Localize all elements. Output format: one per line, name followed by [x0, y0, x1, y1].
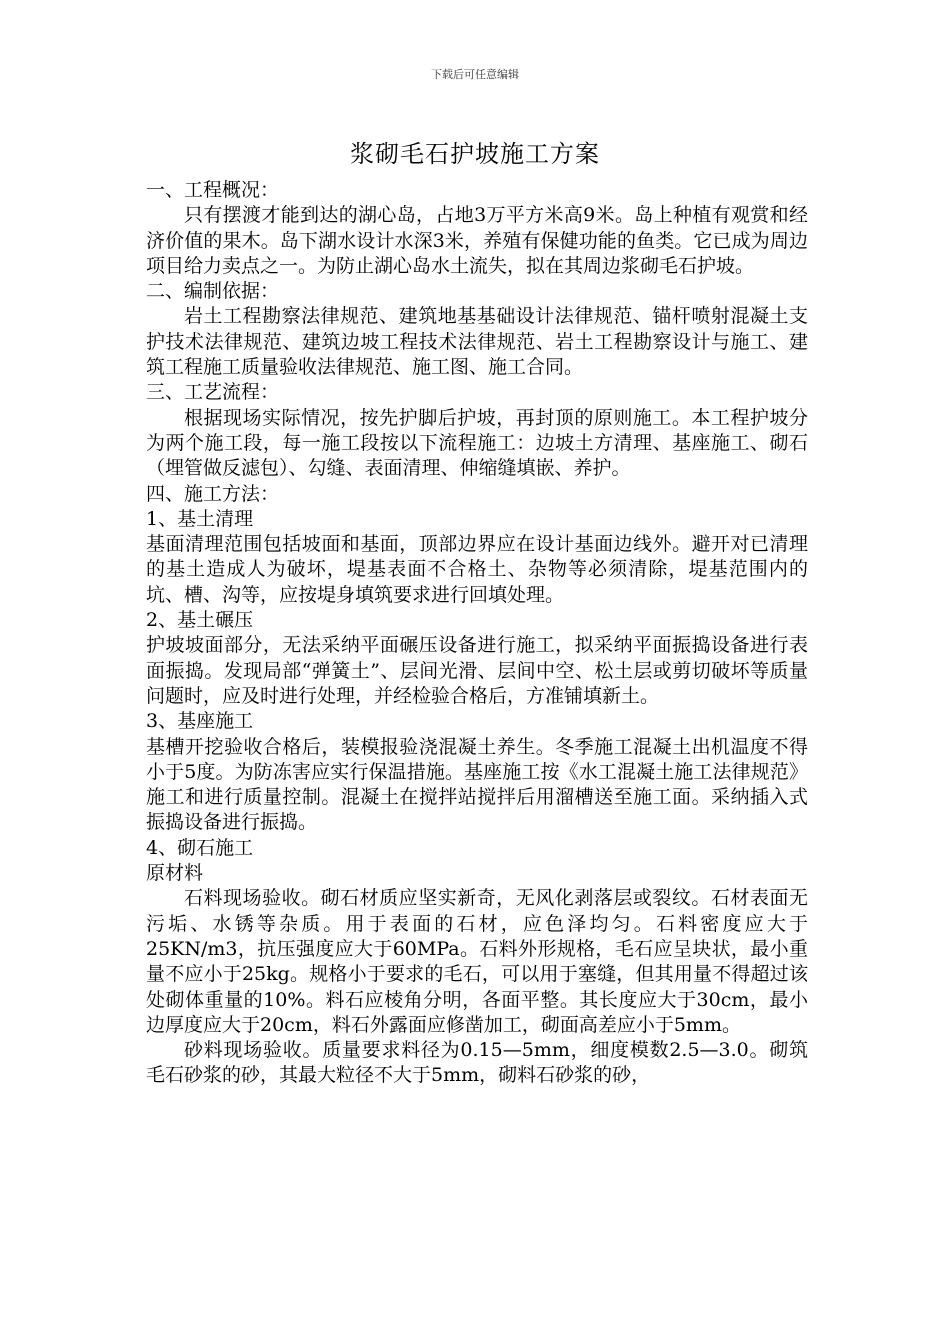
paragraph-sand-materials: 砂料现场验收。质量要求料径为0.15—5mm，细度模数2.5—3.0。砌筑毛石砂浆的砂，其最大粒径不大于5mm，砌料石砂浆的砂，: [146, 1039, 808, 1087]
paragraph-overview: 只有摆渡才能到达的湖心岛，占地3万平方米高9米。岛上种植有观赏和经济价值的果木。岛下湖水设计水深3米，养殖有保健功能的鱼类。它已成为周边项目给力卖点之一。为防止湖心岛水土流失，拟在其周边浆砌毛石护坡。: [146, 204, 808, 277]
section-heading-basis: 二、编制依据：: [146, 280, 280, 303]
subheading-foundation: 3、基座施工: [146, 710, 254, 733]
section-heading-overview: 一、工程概况：: [146, 179, 280, 201]
subheading-soil-cleaning: 1、基土清理: [146, 507, 254, 530]
paragraph-basis: 岩土工程勘察法律规范、建筑地基基础设计法律规范、锚杆喷射混凝土支护技术法律规范、建筑边坡工程技术法律规范、岩土工程勘察设计与施工、建筑工程施工质量验收法律规范、施工图、施工合同。: [146, 305, 808, 379]
section-heading-process: 三、工艺流程：: [146, 381, 280, 404]
paragraph-foundation: 基槽开挖验收合格后，装模报验浇混凝土养生。冬季施工混凝土出机温度不得小于5度。为防冻害应实行保温措施。基座施工按《水工混凝土施工法律规范》施工和进行质量控制。混凝土在搅拌站搅拌后用溜槽送至施工面。采纳插入式振捣设备进行振捣。: [146, 735, 808, 834]
page-header: 下载后可任意编辑: [431, 68, 519, 81]
paragraph-process: 根据现场实际情况，按先护脚后护坡，再封顶的原则施工。本工程护坡分为两个施工段，每一施工段按以下流程施工：边坡土方清理、基座施工、砌石（埋管做反滤包）、勾缝、表面清理、伸缩缝填嵌、养护。: [146, 406, 808, 480]
document-title: 浆砌毛石护坡施工方案: [350, 140, 600, 168]
paragraph-soil-compaction: 护坡坡面部分，无法采纳平面碾压设备进行施工，拟采纳平面振捣设备进行表面振捣。发现局部“弹簧土”、层间光滑、层间中空、松土层或剪切破坏等质量问题时，应及时进行处理，并经检验合格后，方准铺填新土。: [146, 634, 808, 707]
section-heading-methods: 四、施工方法：: [146, 482, 280, 505]
paragraph-soil-cleaning: 基面清理范围包括坡面和基面，顶部边界应在设计基面边线外。避开对已清理的基土造成人为破坏，堤基表面不合格土、杂物等必须清除，堤基范围内的坑、槽、沟等，应按堤身填筑要求进行回填处理。: [146, 533, 808, 606]
paragraph-stone-materials: 石料现场验收。砌石材质应坚实新奇，无风化剥落层或裂纹。石材表面无污垢、水锈等杂质。用于表面的石材，应色泽均匀。石料密度应大于25KN/m3，抗压强度应大于60MPa。石料外形规格，毛石应呈块状，最小重量不应小于25kg。规格小于要求的毛石，可以用于塞缝，但其用量不得超过该处砌体重量的10%。料石应棱角分明，各面平整。其长度应大于30cm，最小边厚度应大于20cm，料石外露面应修凿加工，砌面高差应小于5mm。: [146, 887, 808, 1036]
subheading-raw-materials: 原材料: [146, 862, 204, 885]
document-body: [146, 178, 808, 1089]
subheading-soil-compaction: 2、基土碾压: [146, 609, 254, 632]
subheading-masonry: 4、砌石施工: [146, 836, 254, 859]
